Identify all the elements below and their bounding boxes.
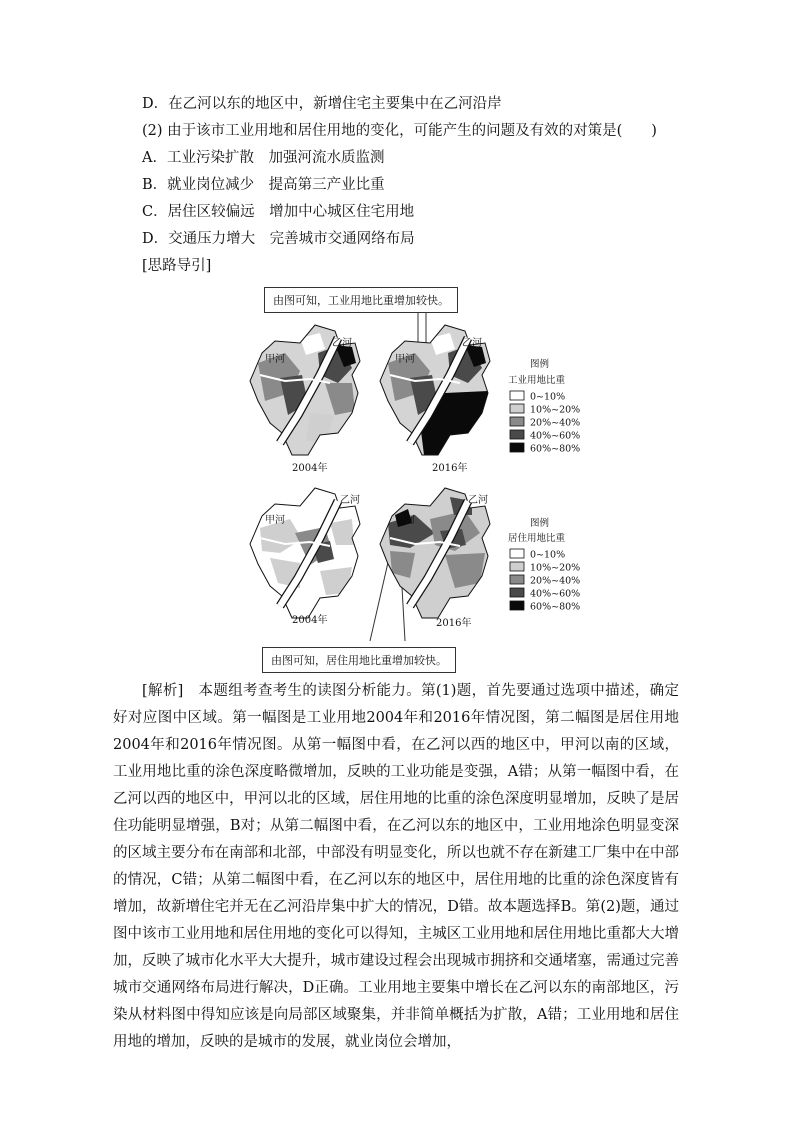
option-d-previous: D．在乙河以东的地区中，新增住宅主要集中在乙河沿岸 — [142, 96, 502, 112]
label-jia-river-b: 甲河 — [395, 354, 415, 365]
legend-swatch — [510, 430, 524, 439]
map-industrial-2004 — [240, 313, 370, 463]
thinking-guide-label: [思路导引] — [142, 258, 212, 274]
legend-label: 20%~40% — [530, 575, 581, 587]
year-label-b: 2016年 — [432, 463, 468, 474]
legend-swatch — [510, 562, 524, 571]
label-yi-river-c: 乙河 — [340, 495, 360, 506]
analysis-tag: [解析] — [142, 683, 184, 699]
label-jia-river-a: 甲河 — [265, 354, 285, 365]
year-label-c: 2004年 — [292, 615, 328, 626]
year-label-a: 2004年 — [292, 463, 328, 474]
legend-swatch — [510, 417, 524, 426]
option-d: D．交通压力增大 完善城市交通网络布局 — [142, 231, 415, 247]
callout-industrial: 由图可知，工业用地比重增加较快。 — [264, 287, 458, 313]
analysis-paragraph — [113, 678, 679, 1056]
label-yi-river-d: 乙河 — [468, 495, 488, 506]
legend-industrial — [508, 358, 580, 455]
legend-swatch — [510, 404, 524, 413]
legend-label: 20%~40% — [530, 417, 581, 429]
legend-swatch — [510, 391, 524, 400]
callout-residential: 由图可知，居住用地比重增加较快。 — [262, 647, 456, 673]
legend-label: 60%~80% — [530, 443, 581, 455]
land-use-maps — [240, 283, 600, 675]
map-industrial-2016 — [370, 313, 500, 463]
legend-label: 60%~80% — [530, 601, 581, 613]
legend-label: 0~10% — [530, 391, 566, 403]
option-c: C．居住区较偏远 增加中心城区住宅用地 — [142, 204, 415, 220]
legend-label: 40%~60% — [530, 430, 581, 442]
legend-label: 10%~20% — [530, 404, 581, 416]
label-yi-river-b: 乙河 — [462, 338, 482, 349]
legend-label: 10%~20% — [530, 562, 581, 574]
legend-title: 图例 — [530, 359, 550, 370]
legend-swatch — [510, 549, 524, 558]
option-b: B．就业岗位减少 提高第三产业比重 — [142, 177, 385, 193]
legend-subtitle: 工业用地比重 — [508, 375, 566, 386]
legend-swatch — [510, 575, 524, 584]
option-a: A．工业污染扩散 加强河流水质监测 — [142, 150, 385, 166]
legend-swatch — [510, 601, 524, 610]
label-yi-river-a: 乙河 — [332, 338, 352, 349]
legend-residential — [508, 517, 580, 613]
legend-subtitle: 居住用地比重 — [508, 533, 566, 544]
legend-swatch — [510, 443, 524, 452]
legend-swatch — [510, 588, 524, 597]
legend-label: 0~10% — [530, 549, 566, 561]
question-2: (2) 由于该市工业用地和居住用地的变化，可能产生的问题及有效的对策是( ) — [142, 123, 657, 139]
analysis-text: 本题组考查考生的读图分析能力。第(1)题，首先要通过选项中描述，确定好对应图中区域。第一幅图是工业用地2004年和2016年情况图，第二幅图是居住用地2004年和2016年情况图。从第一幅图中看，在乙河以西的地区中，甲河以南的区域，工业用地比重的涂色深度略微增加，反映的工业功能是变强，A错；从第一幅图中看，在乙河以西的地区中，甲河以北的区域，居住用地的比重的涂色深度明显增加，反映了是居住功能明显增强，B对；从第二幅图中看，在乙河以东的地区中，工业用地涂色明显变深的区域主要分布在南部和北部，中部没有明显变化，所以也就不存在新建工厂集中在中部的情况，C错；从第二幅图中看，在乙河以东的地区中，居住用地的比重的涂色深度皆有增加，故新增住宅并无在乙河沿岸集中扩大的情况，D错。故本题选择B。第(2)题，通过图中该市工业用地和居住用地的变化可以得知，主城区工业用地和居住用地比重都大大增加，反映了城市化水平大大提升，城市建设过程会出现城市拥挤和交通堵塞，需通过完善城市交通网络布局进行解决，D正确。工业用地主要集中增长在乙河以东的南部地区，污染从材料图中得知应该是向局部区域聚集，并非简单概括为扩散，A错；工业用地和居住用地的增加，反映的是城市的发展，就业岗位会增加， — [113, 683, 679, 1050]
year-label-d: 2016年 — [436, 618, 472, 629]
legend-label: 40%~60% — [530, 588, 581, 600]
land-use-figure — [240, 283, 600, 675]
label-jia-river-c: 甲河 — [265, 515, 285, 526]
label-jia-river-d: 甲河 — [395, 515, 415, 526]
legend-title: 图例 — [530, 518, 550, 529]
